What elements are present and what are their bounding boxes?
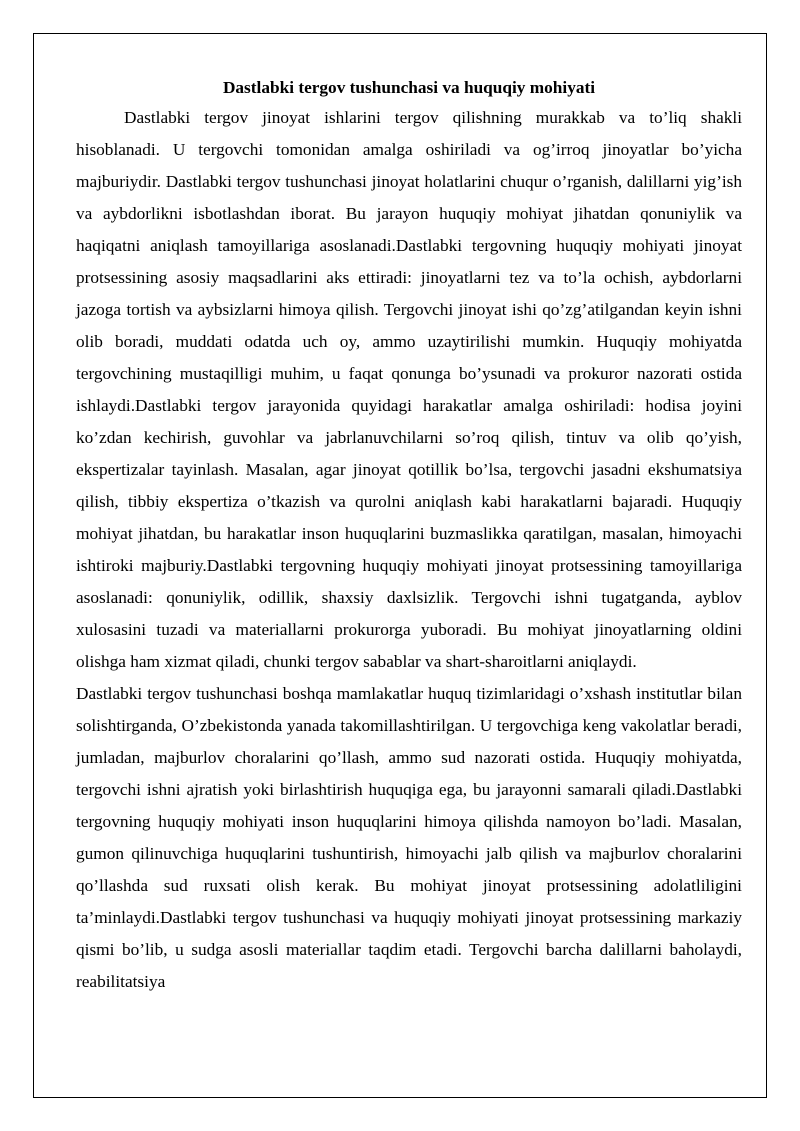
paragraph: Dastlabki tergov tushunchasi boshqa mamlakatlar huquq tizimlaridagi o’xshash institutlar bilan solishtirganda, O’zbekistonda yanada takomillashtirilgan. U tergovchiga keng vakolatlar beradi, jumladan, majburlov choralarini qo’llash, ammo sud nazorati ostida. Huquqiy mohiyatda, tergovchi ishni ajratish yoki birlashtirish huquqiga ega, bu jarayonni samarali qiladi.Dastlabki tergovning huquqiy mohiyati inson huquqlarini himoya qilishda namoyon bo’ladi. Masalan, gumon qilinuvchiga huquqlarini tushuntirish, himoyachi jalb qilish va majburlov choralarini qo’llashda sud ruxsati olish kerak. Bu mohiyat jinoyat protsessining adolatliligini ta’minlaydi.Dastlabki tergov tushunchasi va huquqiy mohiyati jinoyat protsessining markaziy qismi bo’lib, u sudga asosli materiallar taqdim etadi. Tergovchi barcha dalillarni baholaydi, reabilitatsiya: [76, 684, 742, 991]
document-body: [76, 74, 742, 998]
document-title: Dastlabki tergov tushunchasi va huquqiy mohiyati: [222, 78, 596, 97]
paragraph: Dastlabki tergov jinoyat ishlarini tergov qilishning murakkab va to’liq shakli hisoblanadi. U tergovchi tomonidan amalga oshiriladi va og’irroq jinoyatlar bo’yicha majburiydir. Dastlabki tergov tushunchasi jinoyat holatlarini chuqur o’rganish, dalillarni yig’ish va aybdorlikni isbotlashdan iborat. Bu jarayon huquqiy mohiyat jihatdan qonuniylik va haqiqatni aniqlash tamoyillariga asoslanadi.Dastlabki tergovning huquqiy mohiyati jinoyat protsessining asosiy maqsadlarini aks ettiradi: jinoyatlarni tez va to’la ochish, aybdorlarni jazoga tortish va aybsizlarni himoya qilish. Tergovchi jinoyat ishi qo’zg’atilgandan keyin ishni olib boradi, muddati odatda uch oy, ammo uzaytirilishi mumkin. Huquqiy mohiyatda tergovchining mustaqilligi muhim, u faqat qonunga bo’ysunadi va prokuror nazorati ostida ishlaydi.Dastlabki tergov jarayonida quyidagi harakatlar amalga oshiriladi: hodisa joyini ko’zdan kechirish, guvohlar va jabrlanuvchilarni so’roq qilish, tintuv va olib qo’yish, ekspertizalar tayinlash. Masalan, agar jinoyat qotillik bo’lsa, tergovchi jasadni ekshumatsiya qilish, tibbiy ekspertiza o’tkazish va qurolni aniqlash kabi harakatlarni bajaradi. Huquqiy mohiyat jihatdan, bu harakatlar inson huquqlarini buzmaslikka qaratilgan, masalan, himoyachi ishtiroki majburiy.Dastlabki tergovning huquqiy mohiyati jinoyat protsessining tamoyillariga asoslanadi: qonuniylik, odillik, shaxsiy daxlsizlik. Tergovchi ishni tugatganda, ayblov xulosasini tuzadi va materiallarni prokurorga yuboradi. Bu mohiyat jinoyatlarning oldini olishga ham xizmat qiladi, chunki tergov sabablar va shart-sharoitlarni aniqlaydi.: [76, 108, 742, 671]
